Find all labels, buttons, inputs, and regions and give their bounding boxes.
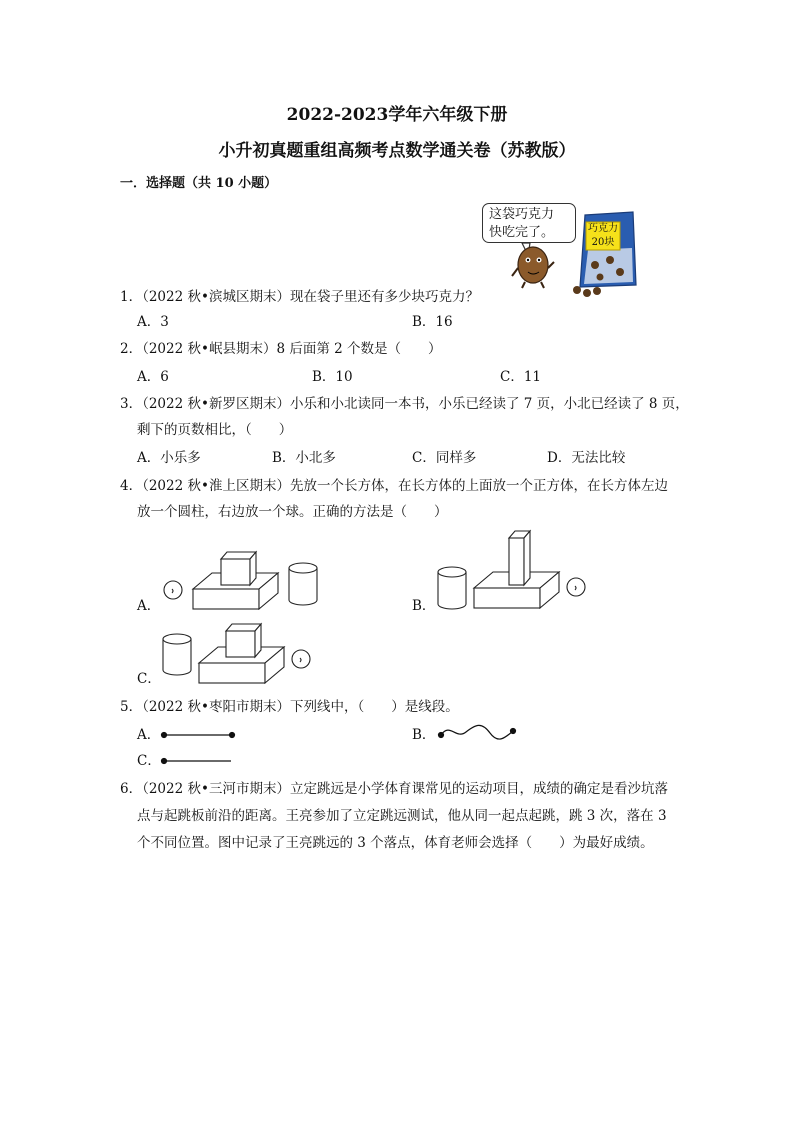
question-4-option-c[interactable]: C． [137,671,161,687]
question-5-option-b[interactable]: B． [412,727,436,743]
question-6-stem: 6．（2022 秋•三河市期末）立定跳远是小学体育课常见的运动项目，成绩的确定是看沙坑落 [120,781,668,797]
question-2-stem: 2．（2022 秋•岷县期末）8 后面第 2 个数是（ ） [120,341,442,357]
question-3-option-a[interactable]: A．小乐多 [137,450,201,466]
question-2-option-c[interactable]: C．11 [500,369,542,385]
page-title: 2022-2023学年六年级下册 [286,105,508,125]
bag-label-line-1: 巧克力 [588,223,618,234]
question-3-stem: 3．（2022 秋•新罗区期末）小乐和小北读同一本书，小乐已经读了 7 页，小北已经读了 8 页， [120,396,689,412]
option-c-ray [162,759,232,764]
question-4-option-a[interactable]: A． [137,598,161,614]
option-b-figure [438,531,585,609]
question-2-option-a[interactable]: A．6 [137,369,169,385]
question-1-option-a[interactable]: A．3 [137,314,169,330]
speech-line-2: 快吃完了。 [489,225,555,240]
option-b-curve [439,725,516,739]
question-3-option-d[interactable]: D．无法比较 [547,450,626,466]
option-a-figure [164,552,317,609]
question-1-option-b[interactable]: B．16 [412,314,453,330]
question-5-option-c[interactable]: C． [137,753,161,769]
question-3-option-c[interactable]: C．同样多 [412,450,477,466]
question-4-stem: 4．（2022 秋•淮上区期末）先放一个长方体，在长方体的上面放一个正方体，在长方体左边 [120,478,668,494]
question-3-option-b[interactable]: B．小北多 [272,450,336,466]
bag-label-line-2: 20块 [591,237,615,248]
question-6-stem-line-2: 点与起跳板前沿的距离。王亮参加了立定跳远测试，他从同一起点起跳，跳 3 次，落在 3 [137,808,667,824]
question-5-stem: 5．（2022 秋•枣阳市期末）下列线中，（ ）是线段。 [120,699,459,715]
page-subtitle: 小升初真题重组高频考点数学通关卷（苏教版） [218,141,576,161]
question-6-stem-line-3: 个不同位置。图中记录了王亮跳远的 3 个落点，体育老师会选择（ ）为最好成绩。 [137,835,654,851]
option-a-line [162,733,235,738]
option-c-figure [163,624,310,683]
question-5-option-a[interactable]: A． [137,727,161,743]
speech-line-1: 这袋巧克力 [489,207,555,222]
question-1-stem: 1．（2022 秋•滨城区期末）现在袋子里还有多少块巧克力？ [120,289,479,305]
question-4-stem-line-2: 放一个圆柱，右边放一个球。正确的方法是（ ） [137,504,448,520]
section-heading: 一．选择题（共 10 小题） [120,176,278,191]
question-4-option-b[interactable]: B． [412,598,436,614]
question-2-option-b[interactable]: B．10 [312,369,353,385]
question-3-stem-line-2: 剩下的页数相比，（ ） [137,422,293,438]
